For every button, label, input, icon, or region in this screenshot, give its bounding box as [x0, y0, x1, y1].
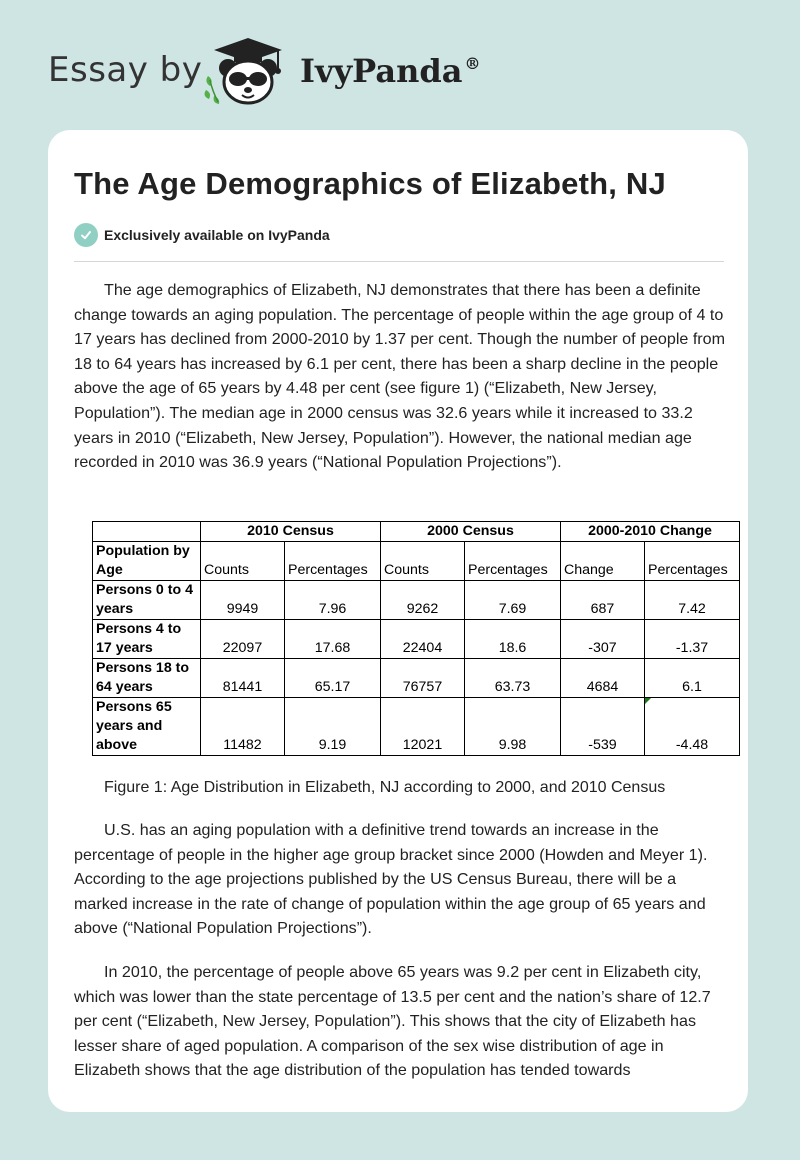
table-cell: 9.98 [465, 698, 561, 756]
exclusive-label: Exclusively available on IvyPanda [104, 227, 330, 243]
group-header-2010: 2010 Census [201, 522, 381, 542]
table-cell-value: -4.48 [675, 737, 709, 753]
subheader-cell: Counts [201, 542, 285, 581]
table-row [93, 659, 740, 698]
row-label: Persons 4 to 17 years [93, 620, 201, 659]
table-subheader-row [93, 542, 740, 581]
table-cell: -307 [561, 620, 645, 659]
table-cell: 22097 [201, 620, 285, 659]
group-header-change: 2000-2010 Change [561, 522, 740, 542]
table-cell: 22404 [381, 620, 465, 659]
table-cell: 687 [561, 581, 645, 620]
subheader-cell: Counts [381, 542, 465, 581]
table-cell: -539 [561, 698, 645, 756]
paragraph-2: U.S. has an aging population with a definitive trend towards an increase in the percentage of people in the higher age group bracket since 2000 (Howden and Meyer 1). According to the age projections published by the US Census Bureau, there will be a marked increase in the rate of change of population within the age group of 65 years and above (“National Population Projections”). [74, 821, 708, 938]
paragraph-3: In 2010, the percentage of people above 65 years was 9.2 per cent in Elizabeth city, which was lower than the state percentage of 13.5 per cent and the nation’s share of 12.7 per cent (“Elizabeth, New Jersey, Population”). This shows that the city of Elizabeth has lesser share of aged population. A comparison of the sex wise distribution of age in Elizabeth shows that the age distribution of the population has tended towards [74, 963, 711, 1080]
table-cell: 17.68 [285, 620, 381, 659]
table-cell: 7.42 [645, 581, 740, 620]
group-header-2000: 2000 Census [381, 522, 561, 542]
page-title: The Age Demographics of Elizabeth, NJ [74, 166, 666, 201]
table-cell: 12021 [381, 698, 465, 756]
table-row [93, 698, 740, 756]
table-cell: 81441 [201, 659, 285, 698]
divider [74, 261, 724, 262]
row-label: Persons 0 to 4 years [93, 581, 201, 620]
row-header-label: Population by Age [93, 542, 201, 581]
subheader-cell: Percentages [645, 542, 740, 581]
table-header-row [93, 522, 740, 542]
table-cell: 6.1 [645, 659, 740, 698]
essay-by-label: Essay by [48, 50, 203, 90]
table-cell: 76757 [381, 659, 465, 698]
census-table [92, 521, 740, 756]
table-cell: 63.73 [465, 659, 561, 698]
check-icon [74, 223, 98, 247]
table-cell: 9262 [381, 581, 465, 620]
table-cell: 7.69 [465, 581, 561, 620]
table-row [93, 620, 740, 659]
table-cell: 9.19 [285, 698, 381, 756]
table-cell: 11482 [201, 698, 285, 756]
site-header [0, 0, 800, 130]
exclusive-badge [74, 222, 330, 248]
row-label: Persons 65 years and above [93, 698, 201, 756]
essay-card [48, 130, 748, 1112]
comment-marker [645, 698, 651, 704]
table-cell: 65.17 [285, 659, 381, 698]
registered-mark: ® [464, 54, 481, 73]
table-cell: 4684 [561, 659, 645, 698]
row-label: Persons 18 to 64 years [93, 659, 201, 698]
figure-caption: Figure 1: Age Distribution in Elizabeth, NJ according to 2000, and 2010 Census [104, 779, 666, 796]
table-cell: 7.96 [285, 581, 381, 620]
brand-name[interactable]: IvyPanda ® [300, 52, 481, 90]
subheader-cell: Percentages [465, 542, 561, 581]
ivypanda-logo-icon[interactable] [200, 36, 296, 108]
table-cell: 9949 [201, 581, 285, 620]
paragraph-1: The age demographics of Elizabeth, NJ demonstrates that there has been a definite change towards an aging population. The percentage of people within the age group of 4 to 17 years has declined from 2000-2010 by 1.37 per cent. Though the number of people from 18 to 64 years has increased by 6.1 per cent, there has been a sharp decline in the people above the age of 65 years by 4.48 per cent (see figure 1) (“Elizabeth, New Jersey, Population”). The median age in 2000 census was 32.6 years while it increased to 33.2 years in 2010 (“Elizabeth, New Jersey, Population”). However, the national median age recorded in 2010 was 36.9 years (“National Population Projections”). [74, 281, 726, 472]
table-row [93, 581, 740, 620]
subheader-cell: Percentages [285, 542, 381, 581]
table-corner-cell [93, 522, 201, 542]
subheader-cell: Change [561, 542, 645, 581]
table-cell: -1.37 [645, 620, 740, 659]
table-cell: 18.6 [465, 620, 561, 659]
table-cell [645, 698, 740, 756]
